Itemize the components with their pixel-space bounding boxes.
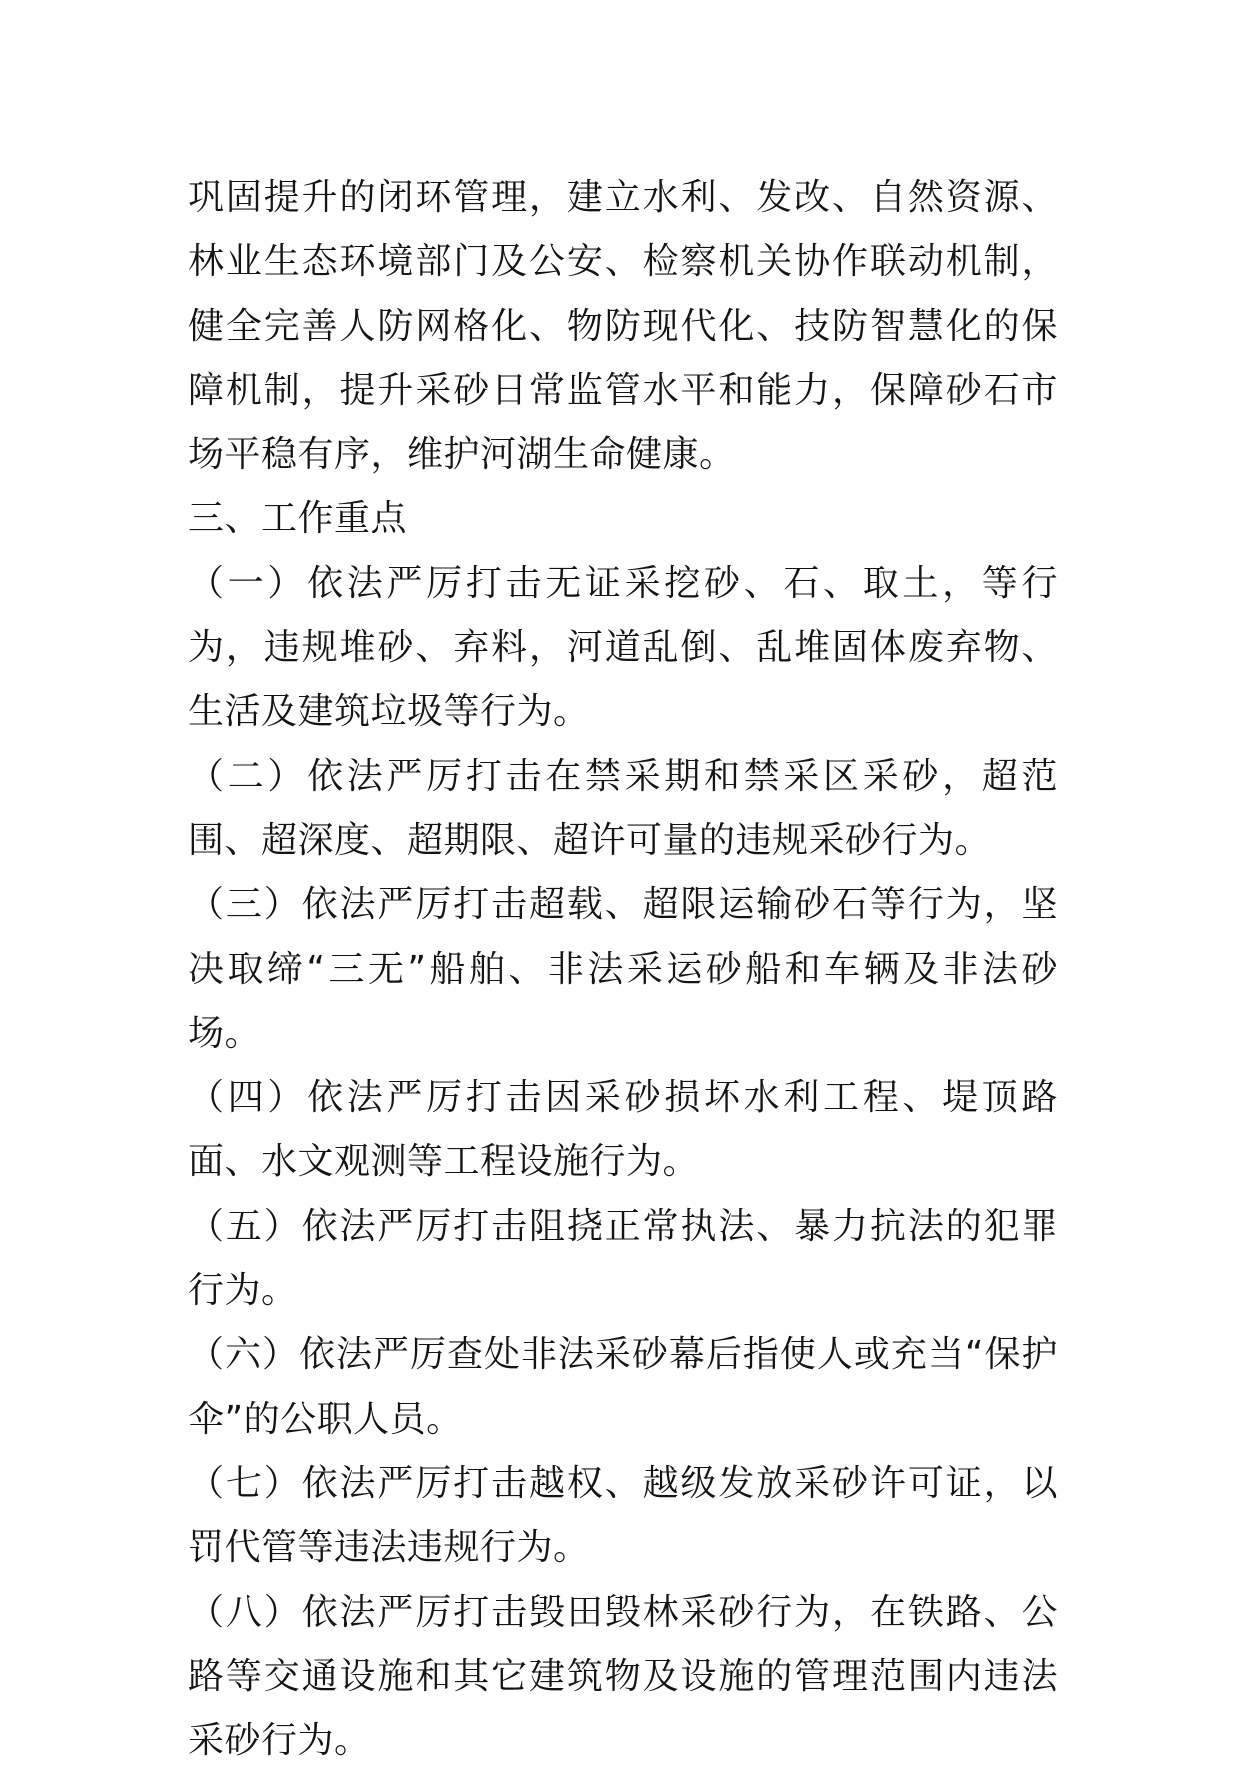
list-item-7: （七）依法严厉打击越权、越级发放采砂许可证，以罚代管等违法违规行为。 xyxy=(188,1462,1058,1569)
list-item-5: （五）依法严厉打击阻挠正常执法、暴力抗法的犯罪行为。 xyxy=(188,1205,1058,1312)
list-item-4: （四）依法严厉打击因采砂损坏水利工程、堤顶路面、水文观测等工程设施行为。 xyxy=(188,1077,1058,1183)
document-body xyxy=(188,166,1058,1773)
list-item-1: （一）依法严厉打击无证采挖砂、石、取土，等行为，违规堆砂、弃料，河道乱倒、乱堆固体废弃物、生活及建筑垃圾等行为。 xyxy=(188,562,1058,733)
list-item-2: （二）依法严厉打击在禁采期和禁采区采砂，超范围、超深度、超期限、超许可量的违规采砂行为。 xyxy=(188,755,1058,861)
list-item-6: （六）依法严厉查处非法采砂幕后指使人或充当“保护伞”的公职人员。 xyxy=(188,1334,1058,1440)
list-item-8: （八）依法严厉打击毁田毁林采砂行为，在铁路、公路等交通设施和其它建筑物及设施的管理范围内违法采砂行为。 xyxy=(188,1591,1058,1762)
body-paragraph-intro: 巩固提升的闭环管理，建立水利、发改、自然资源、林业生态环境部门及公安、检察机关协作联动机制，健全完善人防网格化、物防现代化、技防智慧化的保障机制，提升采砂日常监管水平和能力，保障砂石市场平稳有序，维护河湖生命健康。 xyxy=(188,177,1058,476)
section-heading-work-focus: 三、工作重点 xyxy=(188,498,408,540)
list-item-3: （三）依法严厉打击超载、超限运输砂石等行为，坚决取缔“三无”船舶、非法采运砂船和车辆及非法砂场。 xyxy=(188,884,1058,1054)
